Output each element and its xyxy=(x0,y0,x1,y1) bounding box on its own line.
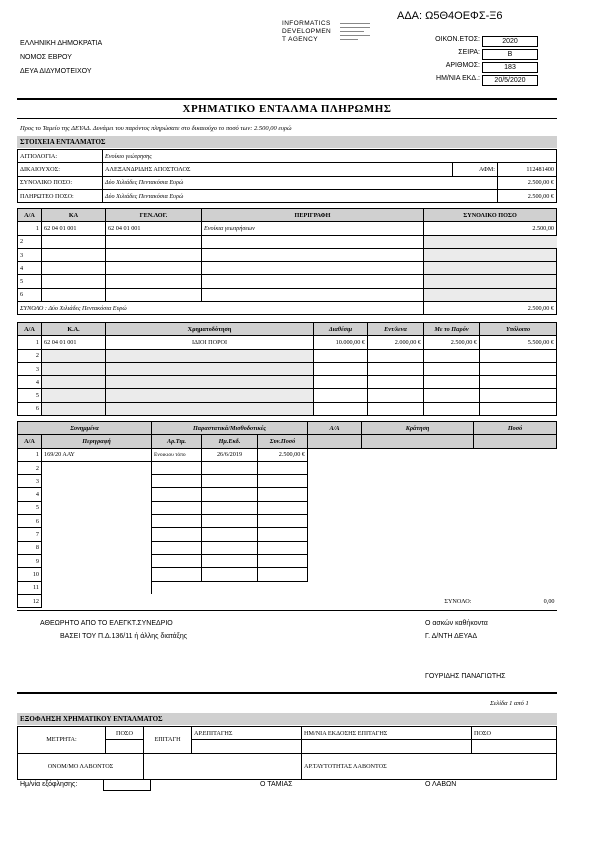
issuer-line: ΔΕΥΑ ΔΙΔΥΜΟΤΕΙΧΟΥ xyxy=(20,68,92,75)
page-number: Σελίδα 1 από 1 xyxy=(490,700,529,707)
logo-fine-print xyxy=(340,21,370,53)
exoflisi-date-label: Ημ/νία εξόφλησης: xyxy=(20,781,78,788)
table-row: 2 xyxy=(18,461,557,474)
page-title: ΧΡΗΜΑΤΙΚΟ ΕΝΤΑΛΜΑ ΠΛΗΡΩΜΗΣ xyxy=(182,103,392,115)
table-total-row: ΣΥΝΟΛΟ : Δύο Χιλιάδες Πεντακόσια Ευρώ 2.500,00 € xyxy=(18,302,557,315)
signatory-name: ΓΟΥΡΙΔΗΣ ΠΑΝΑΓΙΩΤΗΣ xyxy=(425,673,506,680)
table-row: 11 xyxy=(18,581,557,594)
exoflisi-rule xyxy=(17,692,557,694)
table-row: 2 xyxy=(18,349,557,362)
table-row: 12 ΣΥΝΟΛΟ: 0,00 xyxy=(18,594,557,607)
table-row: 5 xyxy=(18,389,557,402)
table-row: 1 62 04 01 001 ΙΔΙΟΙ ΠΟΡΟΙ 10.000,00 € 2.000,00 € 2.500,00 € 5.500,00 € xyxy=(18,336,557,349)
issuer-line: ΕΛΛΗΝΙΚΗ ΔΗΜΟΚΡΑΤΙΑ xyxy=(20,40,103,47)
issuer-line: ΝΟΜΟΣ ΕΒΡΟΥ xyxy=(20,54,72,61)
signatory-title: Γ. Δ/ΝΤΗ ΔΕΥΑΔ xyxy=(425,633,477,640)
issuer-block xyxy=(20,37,102,79)
signatory-role: Ο ασκών καθήκοντα xyxy=(425,620,488,627)
table-row: 10 xyxy=(18,568,557,581)
table-row: 6 xyxy=(18,288,557,301)
stoixeia-header: ΣΤΟΙΧΕΙΑ ΕΝΤΑΛΜΑΤΟΣ xyxy=(17,136,557,148)
ateoritο-text: ΑΘΕΩΡΗΤΟ ΑΠΟ ΤΟ ΕΛΕΓΚΤ.ΣΥΝΕΔΡΙΟ xyxy=(40,620,173,627)
intro-text: Προς το Ταμείο της ΔΕΥΑΔ. Δυνάμει του παρόντος πληρώσατε στο δικαιούχο το ποσό των: 2.500,00 ευρώ xyxy=(20,125,292,132)
table-row: 6 xyxy=(18,515,557,528)
logo: INFORMATICS DEVELOPMEN T AGENCY xyxy=(282,20,332,43)
pd-text: ΒΑΣΕΙ ΤΟΥ Π.Δ.136/11 ή άλλης διατάξης xyxy=(60,633,188,640)
table-row: 2 xyxy=(18,235,557,248)
tamias-label: Ο ΤΑΜΙΑΣ xyxy=(260,781,293,788)
table-row: 1 62 04 01 001 62 04 01 001 Ενοίκια γεωτρήσεων 2.500,00 xyxy=(18,222,557,235)
table-row: 3 xyxy=(18,362,557,375)
table-row: 4 xyxy=(18,488,557,501)
table-bottom-rule xyxy=(17,610,557,611)
table-row: 5 xyxy=(18,501,557,514)
attachments-table: Συνημμένα Παραστατικά/Μισθοδοτικές Α/Α Κράτηση Ποσό Α/Α Περιγραφή Αρ.Τιμ. Ημ.Εκδ. Συν.Ποσό 1 169/20 ΑΑΥ Ενοικιου τόπο 26/6/2019 2.500,00 € 2 3 4 5 6 7 8 9 10 11 12 ΣΥΝΟΛΟ: 0,00 xyxy=(17,421,557,608)
exoflisi-header: ΕΞΟΦΛΗΣΗ ΧΡΗΜΑΤΙΚΟΥ ΕΝΤΑΛΜΑΤΟΣ xyxy=(17,713,557,725)
table-row: 1 169/20 ΑΑΥ Ενοικιου τόπο 26/6/2019 2.500,00 € xyxy=(18,448,557,461)
ada-code: ΑΔΑ: Ω5Θ4ΟΕΦΣ-Ξ6 xyxy=(397,10,503,22)
table-row: 4 xyxy=(18,376,557,389)
ka-table: Α/Α ΚΑ ΓΕΝ.ΛΟΓ. ΠΕΡΙΓΡΑΦΗ ΣΥΝΟΛΙΚΟ ΠΟΣΟ 1 62 04 01 001 62 04 01 001 Ενοίκια γεωτρήσεων 2.500,00 2 3 4 5 6 ΣΥΝΟΛΟ : Δύο Χιλιάδες Πεντακόσια Ευρώ 2.500,00 € xyxy=(17,208,557,315)
table-row: 8 xyxy=(18,541,557,554)
lavon-label: Ο ΛΑΒΩΝ xyxy=(425,781,457,788)
exoflisi-table: ΜΕΤΡΗΤΑ: ΠΟΣΟ ΕΠΙΤΑΓΗ ΑΡ.ΕΠΙΤΑΓΗΣ ΗΜ/ΝΙΑ ΕΚΔΟΣΗΣ ΕΠΙΤΑΓΗΣ ΠΟΣΟ ΟΝΟΜ/ΜΟ ΛΑΒΟΝΤΟΣ ΑΡ.ΤΑΥΤΟΤΗΤΑΣ ΛΑΒΟΝΤΟΣ xyxy=(17,726,557,780)
exoflisi-date-box xyxy=(103,779,151,791)
table-row: 6 xyxy=(18,402,557,415)
table-row: 3 xyxy=(18,248,557,261)
financing-table: Α/Α Κ.Α. Χρηματοδότηση Διαθέσιμ Εντ/λενα Με το Παρόν Υπόλοιπο 1 62 04 01 001 ΙΔΙΟΙ ΠΟΡΟΙ 10.000,00 € 2.000,00 € 2.500,00 € 5.500,00 € 2 3 4 5 6 xyxy=(17,322,557,416)
table-row: 7 xyxy=(18,528,557,541)
title-rule xyxy=(17,98,557,100)
table-row: 3 xyxy=(18,475,557,488)
title-rule xyxy=(17,118,557,119)
stoixeia-table: ΑΙΤΙΟΛΟΓΙΑ: Ενοίκιο γεώτρησης ΔΙΚΑΙΟΥΧΟΣ: ΑΛΕΞΑΝΔΡΙΔΗΣ ΑΠΟΣΤΟΛΟΣ ΑΦΜ: 112481400 ΣΥΝΟΛΙΚΟ ΠΟΣΟ: Δύο Χιλιάδες Πεντακόσια Ευρώ 2.500,00 € ΠΛΗΡΩΤΕΟ ΠΟΣΟ: Δύο Χιλιάδες Πεντακόσια Ευρώ 2.500,00 € xyxy=(17,149,557,203)
table-row: 5 xyxy=(18,275,557,288)
table-row: 9 xyxy=(18,554,557,567)
table-row: 4 xyxy=(18,262,557,275)
